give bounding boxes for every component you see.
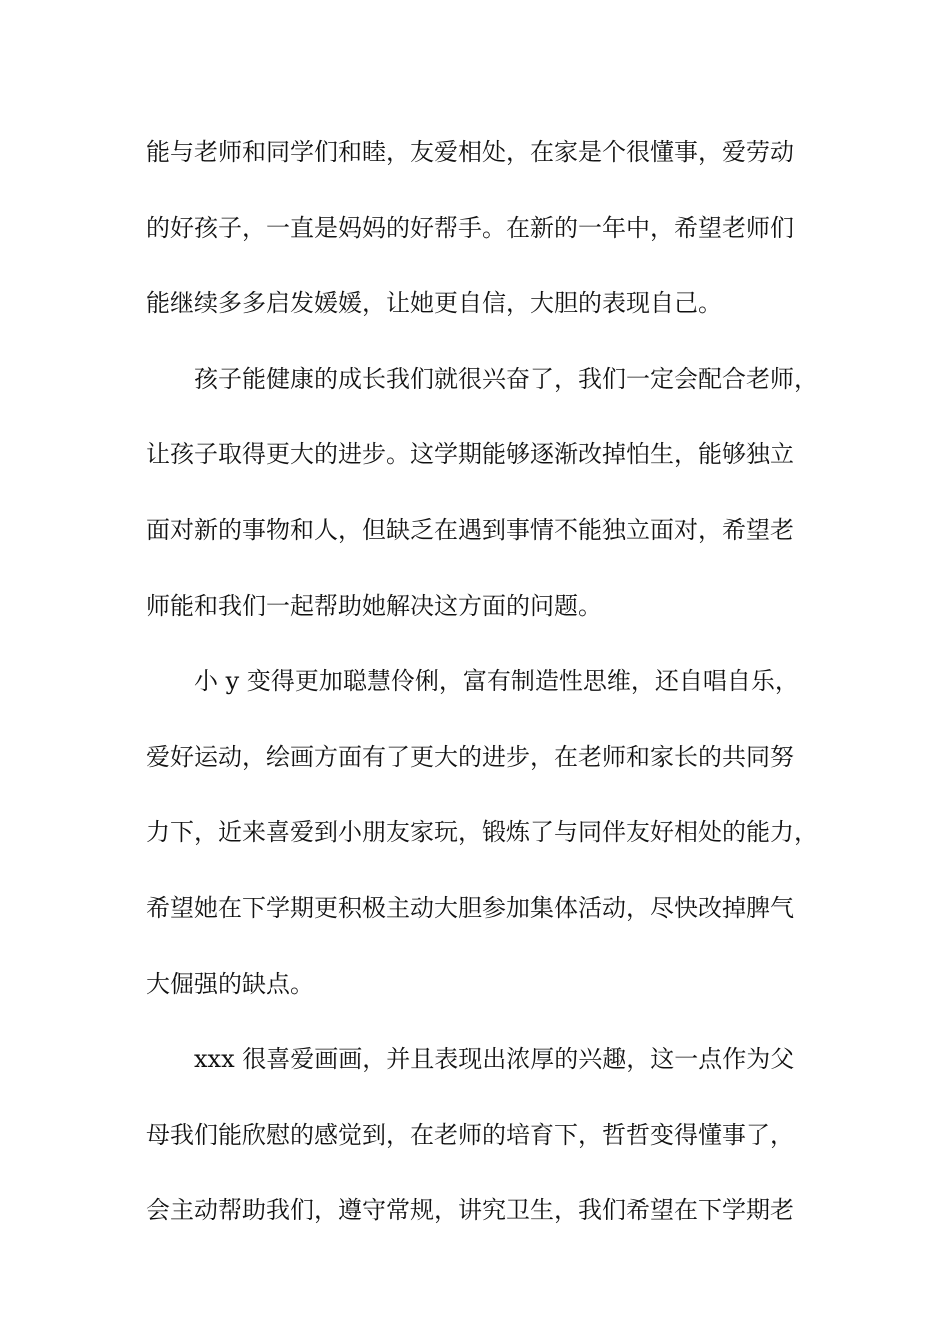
text-line: 大倔强的缺点。 bbox=[146, 969, 314, 998]
paragraph-start-line: 小 y 变得更加聪慧伶俐，富有制造性思维，还自唱自乐， bbox=[194, 667, 799, 696]
text-line: 会主动帮助我们，遵守常规，讲究卫生，我们希望在下学期老 bbox=[146, 1196, 794, 1225]
text-line: 让孩子取得更大的进步。这学期能够逐渐改掉怕生，能够独立 bbox=[146, 440, 794, 469]
paragraph-start-line: 孩子能健康的成长我们就很兴奋了，我们一定会配合老师， bbox=[194, 364, 818, 393]
text-line: 的好孩子，一直是妈妈的好帮手。在新的一年中，希望老师们 bbox=[146, 213, 794, 242]
text-line: 师能和我们一起帮助她解决这方面的问题。 bbox=[146, 591, 602, 620]
text-line: 能继续多多启发媛媛，让她更自信，大胆的表现自己。 bbox=[146, 289, 722, 318]
text-line: 面对新的事物和人，但缺乏在遇到事情不能独立面对，希望老 bbox=[146, 515, 794, 544]
text-line: 能与老师和同学们和睦，友爱相处，在家是个很懂事，爱劳动 bbox=[146, 138, 794, 166]
document-body bbox=[146, 128, 816, 1262]
text-line: 爱好运动，绘画方面有了更大的进步，在老师和家长的共同努 bbox=[146, 742, 794, 771]
text-line: 母我们能欣慰的感觉到，在老师的培育下，哲哲变得懂事了， bbox=[146, 1120, 794, 1149]
paragraph-start-line: xxx 很喜爱画画，并且表现出浓厚的兴趣，这一点作为父 bbox=[194, 1045, 795, 1074]
text-line: 力下，近来喜爱到小朋友家玩，锻炼了与同伴友好相处的能力， bbox=[146, 818, 818, 847]
text-line: 希望她在下学期更积极主动大胆参加集体活动，尽快改掉脾气 bbox=[146, 893, 794, 922]
